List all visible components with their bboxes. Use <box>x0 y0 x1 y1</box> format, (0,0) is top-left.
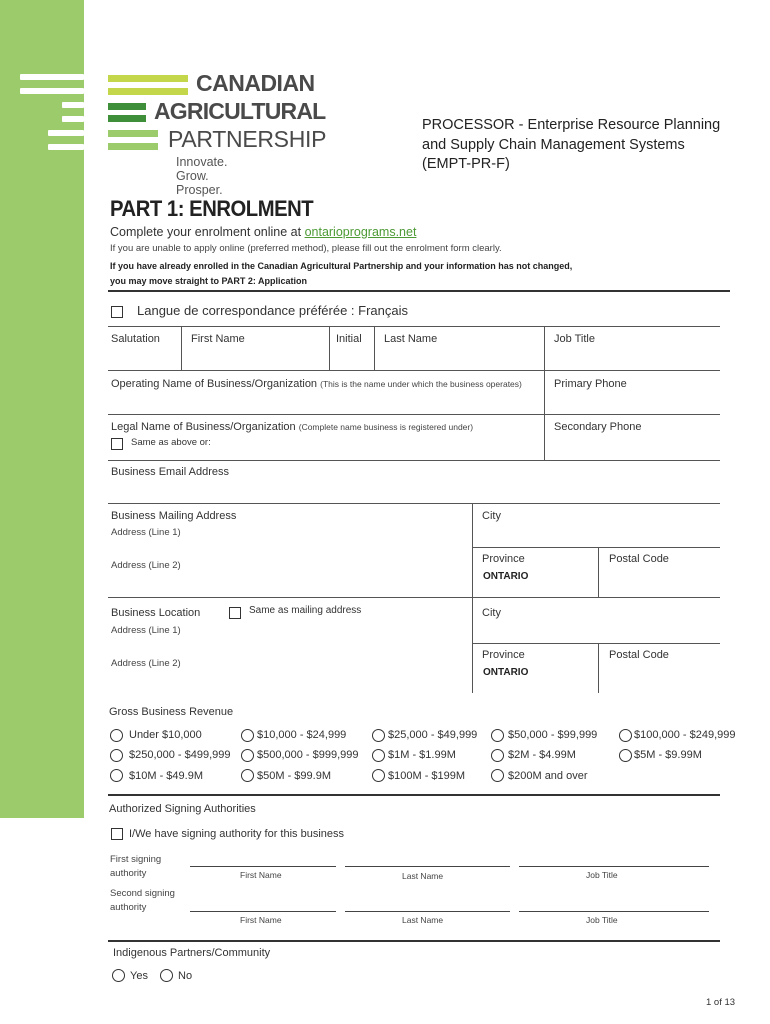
revenue-radio[interactable] <box>619 749 632 762</box>
second-signing-label-line: authority <box>110 902 147 913</box>
operating-name-note: (This is the name under which the business operates) <box>320 379 522 389</box>
first-signer-job-title-caption: Job Title <box>586 870 618 880</box>
location-address-line1-label: Address (Line 1) <box>111 625 181 636</box>
revenue-radio[interactable] <box>110 729 123 742</box>
document-title-line: (EMPT-PR-F) <box>422 156 510 172</box>
first-signer-job-title-field[interactable] <box>519 866 709 867</box>
first-signing-label-line: First signing <box>110 854 162 865</box>
mailing-address-line1-label: Address (Line 1) <box>111 527 181 538</box>
same-as-mailing-checkbox[interactable] <box>229 607 241 619</box>
revenue-option-label: $500,000 - $999,999 <box>257 749 359 761</box>
revenue-radio[interactable] <box>110 769 123 782</box>
section-divider <box>108 794 720 796</box>
form-rule <box>472 643 720 644</box>
revenue-radio[interactable] <box>372 769 385 782</box>
indigenous-yes-label: Yes <box>130 970 148 982</box>
same-as-above-checkbox[interactable] <box>111 438 123 450</box>
document-title <box>422 116 742 175</box>
form-cell-divider <box>544 326 545 460</box>
form-cell-divider <box>598 643 599 693</box>
second-signer-job-title-field[interactable] <box>519 911 709 912</box>
sidebar-stripe <box>62 102 84 108</box>
logo-bar <box>108 143 158 150</box>
location-province-value: ONTARIO <box>483 667 529 678</box>
intro-enrolled-line: you may move straight to PART 2: Application <box>110 276 308 286</box>
mailing-address-line2-label: Address (Line 2) <box>111 560 181 571</box>
sidebar-stripe <box>48 130 84 136</box>
second-signer-job-title-caption: Job Title <box>586 915 618 925</box>
revenue-radio[interactable] <box>491 729 504 742</box>
legal-name-label <box>111 421 473 433</box>
sidebar-stripe <box>62 116 84 122</box>
revenue-option-label: $25,000 - $49,999 <box>388 729 478 741</box>
second-signer-last-name-caption: Last Name <box>402 915 444 925</box>
intro-enrolled-line: If you have already enrolled in the Canadian Agricultural Partnership and your information has not changed, <box>110 261 573 271</box>
revenue-radio[interactable] <box>241 729 254 742</box>
document-title-line: and Supply Chain Management Systems <box>422 136 685 153</box>
revenue-option-label: $1M - $1.99M <box>388 749 456 761</box>
document-title-line: PROCESSOR - Enterprise Resource Planning <box>422 117 721 133</box>
indigenous-heading: Indigenous Partners/Community <box>113 947 271 959</box>
legal-name-text: Legal Name of Business/Organization <box>111 421 296 433</box>
revenue-option-label: $50,000 - $99,999 <box>508 729 598 741</box>
sidebar-decoration <box>0 0 84 818</box>
second-signing-label <box>110 887 175 915</box>
revenue-radio[interactable] <box>372 749 385 762</box>
intro-online <box>110 225 416 239</box>
first-name-label: First Name <box>191 333 245 345</box>
same-as-mailing-label: Same as mailing address <box>249 605 362 616</box>
second-signing-label-line: Second signing <box>110 888 175 899</box>
location-postal-code-label: Postal Code <box>609 649 669 661</box>
last-name-label: Last Name <box>384 333 438 345</box>
legal-name-note: (Complete name business is registered under) <box>298 422 474 432</box>
logo-bar <box>108 88 188 95</box>
french-language-label: Langue de correspondance préférée : Français <box>137 303 409 318</box>
revenue-radio[interactable] <box>491 749 504 762</box>
form-cell-divider <box>329 326 330 370</box>
form-rule <box>472 547 720 548</box>
section-divider <box>108 290 730 292</box>
form-rule <box>108 414 720 415</box>
part-heading: PART 1: ENROLMENT <box>110 196 314 221</box>
logo-bar <box>108 103 146 110</box>
form-cell-divider <box>472 503 473 693</box>
job-title-label: Job Title <box>554 333 595 345</box>
revenue-heading: Gross Business Revenue <box>109 706 234 718</box>
second-signer-last-name-field[interactable] <box>345 911 510 912</box>
section-divider <box>108 940 720 942</box>
revenue-option-label: $100M - $199M <box>388 770 466 782</box>
revenue-option-label: $200M and over <box>508 770 588 782</box>
mailing-province-value: ONTARIO <box>483 571 529 582</box>
operating-name-label <box>111 378 522 390</box>
first-signing-label <box>110 853 161 881</box>
intro-note: If you are unable to apply online (preferred method), please fill out the enrolment form clearly. <box>110 243 502 254</box>
business-location-label: Business Location <box>111 607 201 619</box>
first-signer-last-name-caption: Last Name <box>402 871 444 881</box>
revenue-option-label: $2M - $4.99M <box>508 749 576 761</box>
form-rule <box>108 597 720 598</box>
intro-enrolled-note <box>110 259 630 289</box>
revenue-radio[interactable] <box>619 729 632 742</box>
first-signer-last-name-field[interactable] <box>345 866 510 867</box>
location-province-label: Province <box>482 649 525 661</box>
second-signer-first-name-caption: First Name <box>240 915 282 925</box>
second-signer-first-name-field[interactable] <box>190 911 336 912</box>
signing-heading: Authorized Signing Authorities <box>109 803 256 815</box>
mailing-address-label: Business Mailing Address <box>111 510 237 522</box>
form-rule <box>108 503 720 504</box>
signing-authority-label: I/We have signing authority for this business <box>129 828 345 840</box>
sidebar-stripe <box>48 144 84 150</box>
page-number: 1 of 13 <box>706 997 736 1008</box>
form-cell-divider <box>374 326 375 370</box>
initial-label: Initial <box>336 333 362 345</box>
first-signer-first-name-caption: First Name <box>240 870 282 880</box>
revenue-radio[interactable] <box>241 749 254 762</box>
indigenous-no-radio[interactable] <box>160 969 173 982</box>
revenue-option-label: $5M - $9.99M <box>634 749 702 761</box>
form-rule <box>108 326 720 327</box>
revenue-option-label: $50M - $99.9M <box>257 770 331 782</box>
revenue-radio[interactable] <box>372 729 385 742</box>
form-rule <box>108 460 720 461</box>
form-cell-divider <box>598 547 599 597</box>
business-email-label: Business Email Address <box>111 466 229 478</box>
logo-tagline: Innovate. Grow. Prosper. <box>176 155 228 197</box>
first-signing-label-line: authority <box>110 868 147 879</box>
revenue-radio[interactable] <box>491 769 504 782</box>
logo-bar <box>108 75 188 82</box>
signing-authority-checkbox[interactable] <box>111 828 123 840</box>
intro-text: Complete your enrolment online at <box>110 225 305 239</box>
ontarioprograms-link[interactable]: ontarioprograms.net <box>304 225 417 239</box>
revenue-radio[interactable] <box>110 749 123 762</box>
logo-word-partnership: PARTNERSHIP <box>168 126 327 152</box>
logo-bar <box>108 130 158 137</box>
revenue-option-label: $10M - $49.9M <box>129 770 203 782</box>
form-rule <box>108 370 720 371</box>
primary-phone-label: Primary Phone <box>554 378 627 390</box>
form-cell-divider <box>181 326 182 370</box>
mailing-postal-code-label: Postal Code <box>609 553 669 565</box>
french-language-checkbox[interactable] <box>111 306 123 318</box>
location-address-line2-label: Address (Line 2) <box>111 658 181 669</box>
salutation-label: Salutation <box>111 333 160 345</box>
same-as-above-label: Same as above or: <box>131 437 211 448</box>
mailing-city-label: City <box>482 510 501 522</box>
secondary-phone-label: Secondary Phone <box>554 421 642 433</box>
logo-word-agricultural: AGRICULTURAL <box>154 98 326 124</box>
sidebar-stripe <box>20 74 84 80</box>
revenue-radio[interactable] <box>241 769 254 782</box>
location-city-label: City <box>482 607 501 619</box>
indigenous-yes-radio[interactable] <box>112 969 125 982</box>
mailing-province-label: Province <box>482 553 525 565</box>
revenue-option-label: $250,000 - $499,999 <box>129 749 231 761</box>
indigenous-no-label: No <box>178 970 193 982</box>
sidebar-stripe <box>20 88 84 94</box>
operating-name-text: Operating Name of Business/Organization <box>111 378 318 390</box>
logo-bar <box>108 115 146 122</box>
logo-word-canadian: CANADIAN <box>196 70 315 96</box>
first-signer-first-name-field[interactable] <box>190 866 336 867</box>
revenue-option-label: $10,000 - $24,999 <box>257 729 347 741</box>
revenue-option-label: Under $10,000 <box>129 729 202 741</box>
revenue-option-label: $100,000 - $249,999 <box>634 729 736 741</box>
